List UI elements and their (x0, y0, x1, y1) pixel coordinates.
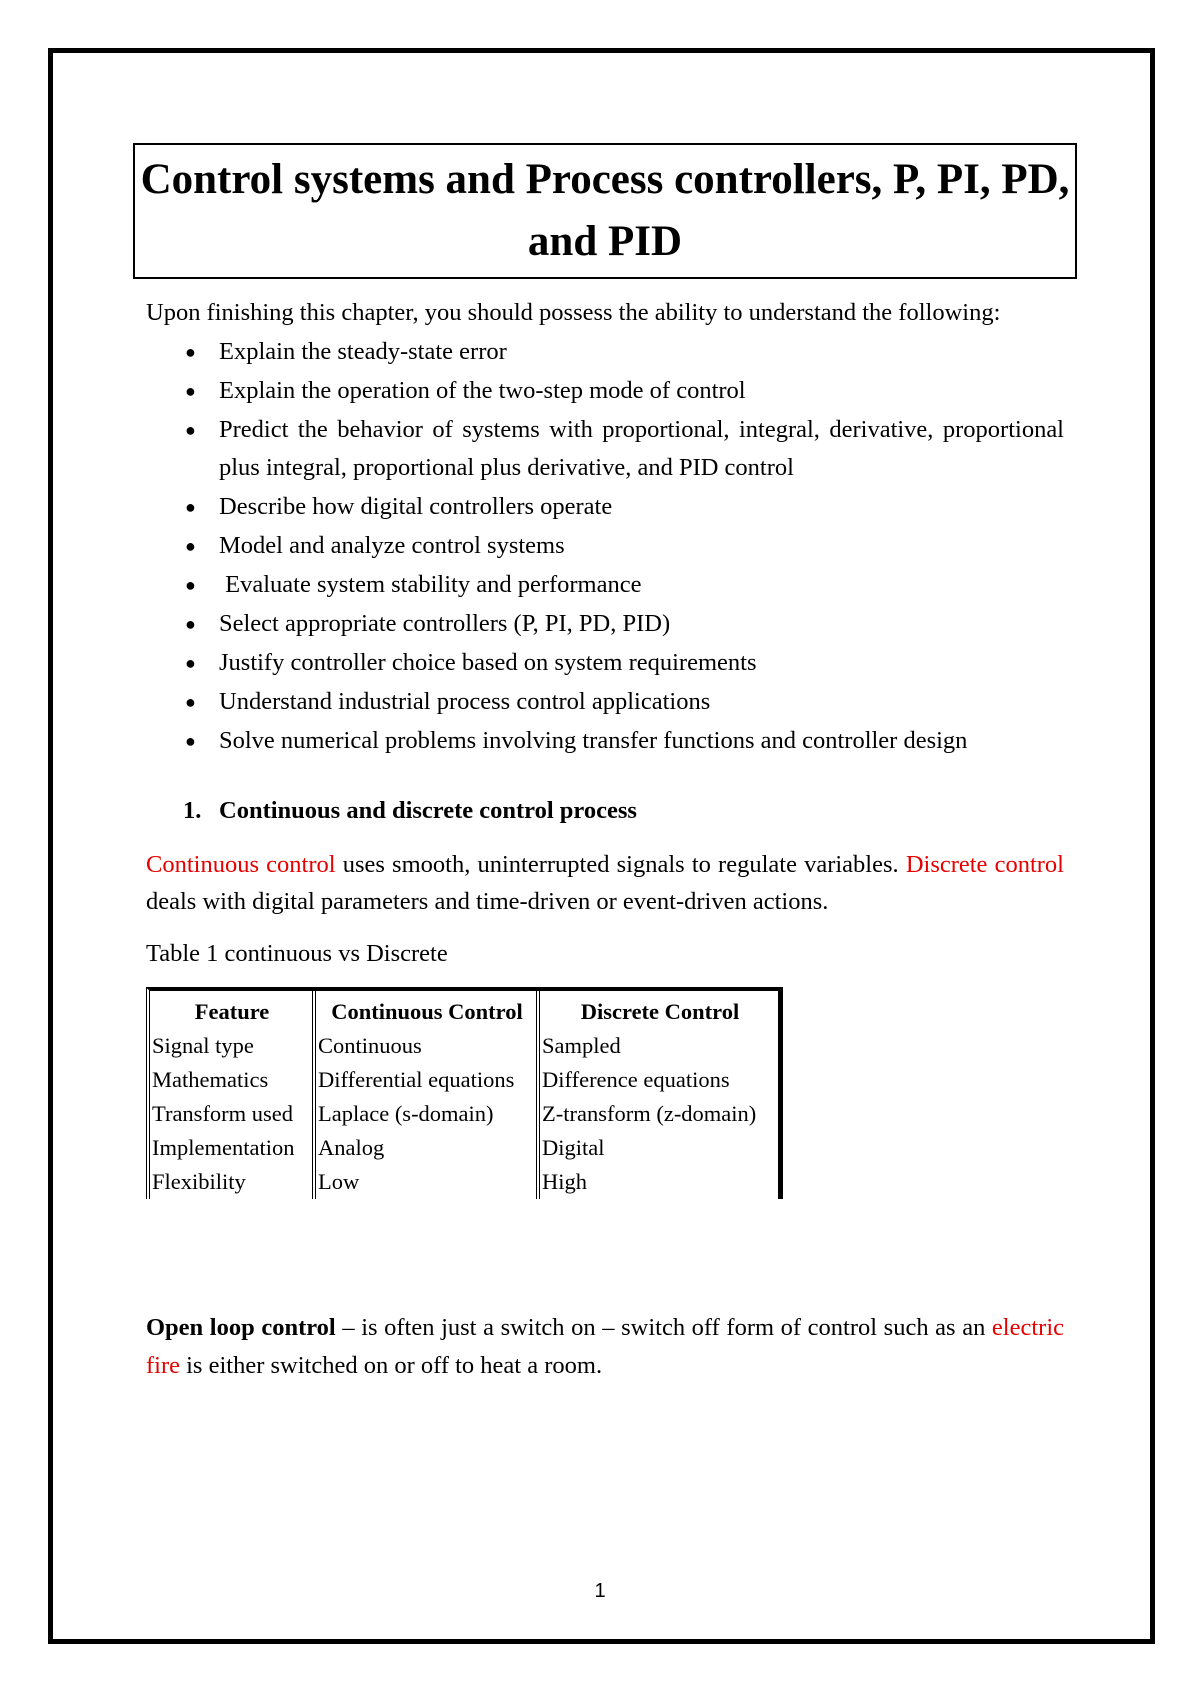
table-row (150, 1029, 778, 1063)
continuous-discrete-paragraph (146, 846, 1064, 920)
objective-item (146, 488, 1064, 526)
bullet-icon: ● (185, 731, 196, 751)
open-loop-term: Open loop control (146, 1314, 336, 1341)
intro-paragraph: Upon finishing this chapter, you should possess the ability to understand the following: (146, 299, 1001, 326)
objective-text: Explain the steady-state error (219, 338, 507, 365)
table-cell: Analog (316, 1131, 540, 1165)
table-header-row (150, 991, 778, 1029)
bullet-icon: ● (185, 614, 196, 634)
objective-text: Select appropriate controllers (P, PI, PD, PID) (219, 610, 671, 637)
table-row (150, 1131, 778, 1165)
open-loop-paragraph (146, 1309, 1064, 1385)
objective-text: Predict the behavior of systems with proportional, integral, derivative, proportional plus integral, proportional plus derivative, and PID control (219, 416, 1064, 481)
table-header-cell: Discrete Control (580, 999, 740, 1024)
electric-fire-term: electric fire (146, 1314, 1064, 1379)
section-number: 1. (183, 797, 202, 824)
table-cell: Transform used (150, 1097, 316, 1131)
continuous-control-term: Continuous control (146, 851, 336, 878)
objective-item (146, 333, 1064, 371)
table-caption: Table 1 continuous vs Discrete (146, 940, 448, 967)
bullet-icon: ● (185, 653, 196, 673)
objective-text: Explain the operation of the two-step mode of control (219, 377, 746, 404)
continuous-control-text: uses smooth, uninterrupted signals to regulate variables. (335, 851, 906, 878)
table-cell: Laplace (s-domain) (316, 1097, 540, 1131)
objectives-list (146, 333, 1064, 760)
objective-item (146, 644, 1064, 682)
bullet-icon: ● (185, 536, 196, 556)
bullet-icon: ● (185, 497, 196, 517)
bullet-icon: ● (185, 692, 196, 712)
table-row (150, 1165, 778, 1199)
section-heading (146, 792, 1064, 830)
bullet-icon: ● (185, 342, 196, 362)
table-cell: Sampled (542, 1033, 621, 1058)
table-header-cell: Continuous Control (316, 991, 540, 1029)
objective-text: Justify controller choice based on system requirements (219, 649, 757, 676)
table-cell: Low (316, 1165, 540, 1199)
objective-text: Evaluate system stability and performance (219, 571, 642, 598)
bullet-icon: ● (185, 575, 196, 595)
comparison-table (146, 987, 783, 1199)
table-header-cell: Feature (150, 991, 316, 1029)
table-row (150, 1097, 778, 1131)
objective-item (146, 566, 1064, 604)
page-number: 1 (594, 1580, 606, 1602)
table-cell: High (542, 1169, 587, 1194)
table-cell: Signal type (150, 1029, 316, 1063)
objective-item (146, 722, 1064, 760)
table-cell: Difference equations (542, 1067, 730, 1092)
objective-text: Describe how digital controllers operate (219, 493, 613, 520)
bullet-icon: ● (185, 381, 196, 401)
table-cell: Digital (542, 1135, 605, 1160)
table-cell: Continuous (316, 1029, 540, 1063)
objective-item (146, 372, 1064, 410)
bullet-icon: ● (185, 420, 196, 440)
objective-text: Model and analyze control systems (219, 532, 565, 559)
open-loop-text: – is often just a switch on – switch off form of control such as an (335, 1314, 992, 1341)
discrete-control-term: Discrete control (905, 851, 1064, 878)
table-cell: Mathematics (150, 1063, 316, 1097)
discrete-control-text: deals with digital parameters and time-driven or event-driven actions. (146, 888, 829, 915)
objective-text: Solve numerical problems involving transfer functions and controller design (219, 727, 968, 754)
table-row (150, 1063, 778, 1097)
objective-item (146, 605, 1064, 643)
objective-item (146, 527, 1064, 565)
objective-item (146, 683, 1064, 721)
open-loop-text-end: is either switched on or off to heat a room. (180, 1352, 603, 1379)
title-box (133, 143, 1077, 279)
objective-item (146, 411, 1064, 487)
content (146, 294, 1064, 1385)
section-title: Continuous and discrete control process (219, 797, 637, 824)
table-cell: Z-transform (z-domain) (542, 1101, 757, 1126)
table-cell: Differential equations (316, 1063, 540, 1097)
objective-text: Understand industrial process control applications (219, 688, 711, 715)
page-title: Control systems and Process controllers, P, PI, PD, and PID (140, 156, 1070, 265)
table-cell: Implementation (150, 1131, 316, 1165)
table-cell: Flexibility (150, 1165, 316, 1199)
